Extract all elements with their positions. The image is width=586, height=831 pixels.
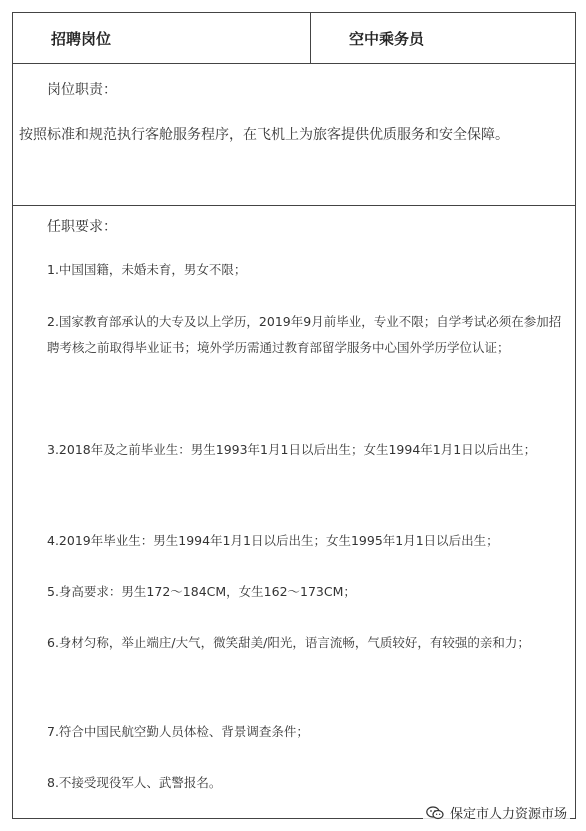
- requirement-item-3: 3.2018年及之前毕业生：男生1993年1月1日以后出生；女生1994年1月1日以后出生；: [47, 442, 537, 457]
- position-value: 空中乘务员: [349, 29, 425, 48]
- requirement-item-4: 4.2019年毕业生：男生1994年1月1日以后出生；女生1995年1月1日以后出生；: [47, 533, 499, 548]
- watermark-text: 保定市人力资源市场: [449, 807, 567, 822]
- requirements-heading: 任职要求：: [47, 219, 117, 235]
- duties-section: [13, 64, 575, 206]
- wechat-icon: [426, 806, 444, 820]
- requirement-item-6: 6.身材匀称，举止端庄/大气，微笑甜美/阳光，语言流畅，气质较好，有较强的亲和力；: [47, 635, 530, 650]
- requirement-item-7: 7.符合中国民航空勤人员体检、背景调查条件；: [47, 724, 309, 739]
- requirement-item-2: 2.国家教育部承认的大专及以上学历，2019年9月前毕业，专业不限；自学考试必须在参加招聘考核之前取得毕业证书；境外学历需通过教育部留学服务中心国外学历学位认证；: [47, 314, 562, 355]
- requirement-item-8: 8.不接受现役军人、武警报名。: [47, 775, 222, 790]
- requirement-item-5: 5.身高要求：男生172～184CM，女生162～173CM；: [47, 584, 356, 599]
- duties-text: 按照标准和规范执行客舱服务程序，在飞机上为旅客提供优质服务和安全保障。: [19, 127, 509, 143]
- requirement-item-1: 1.中国国籍，未婚未育，男女不限；: [47, 262, 247, 277]
- position-label: 招聘岗位: [13, 13, 311, 63]
- job-table: [12, 12, 576, 819]
- duties-heading: 岗位职责：: [47, 82, 117, 98]
- header-row: [13, 13, 575, 64]
- watermark: [423, 802, 570, 823]
- requirements-section: [13, 206, 575, 818]
